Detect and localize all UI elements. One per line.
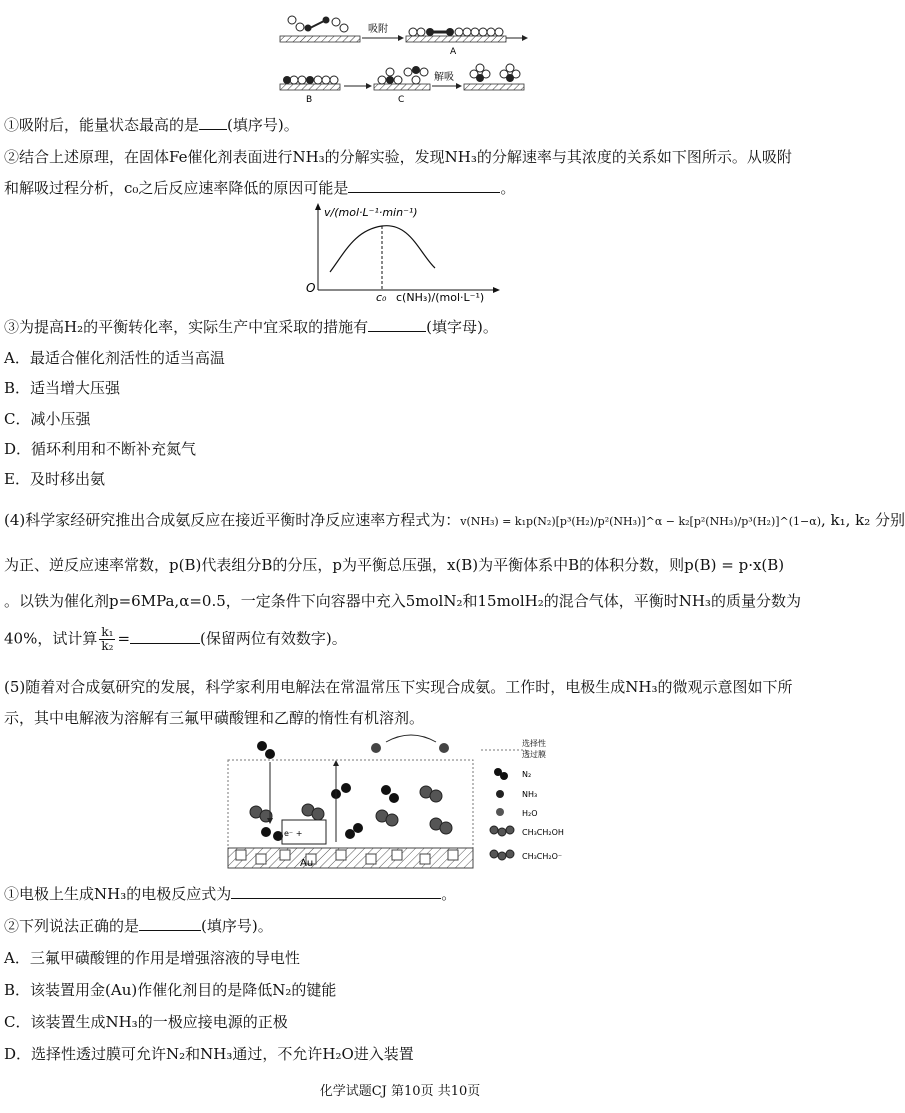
origin-label: O [306,281,316,295]
question-4-line1: (4)科学家经研究推出合成氨反应在接近平衡时净反应速率方程式为：v(NH₃) = k₁p(N₂)[p³(H₂)/p²(NH₃)]^α − k₂[p²(NH₃)/p³(H₂)]^(1−α), k₁, k₂ 分别 [4,511,905,529]
q3-option-b: B．适当增大压强 [4,379,121,397]
legend-h2o: H₂O [522,809,538,818]
answer-blank[interactable] [199,115,227,130]
adsorption-diagram [270,8,530,105]
q3-option-d: D．循环利用和不断补充氮气 [4,440,197,458]
question-5-line2: 示，其中电解液为溶解有三氟甲磺酸锂和乙醇的惰性有机溶剂。 [4,709,425,727]
legend-ethoxide: CH₃CH₂O⁻ [522,852,563,861]
question-4-line4: 40%，试计算 $\frac{\text{k₁}}{\text{k₂}}$ = (保留两位有效数字)。 [4,625,347,653]
adsorb-label: 吸附 [368,24,388,35]
question-3: ③为提高H₂的平衡转化率，实际生产中宜采取的措施有 (填字母)。 [4,318,498,336]
legend-nh3: NH₃ [522,790,538,799]
y-axis-label: v/(mol·L⁻¹·min⁻¹) [324,206,418,219]
question-5-1: ①电极上生成NH₃的电极反应式为 。 [4,885,457,903]
legend-n2: N₂ [522,770,532,779]
electrolysis-diagram [226,732,576,872]
q5-option-b: B．该装置用金(Au)作催化剂目的是降低N₂的键能 [4,981,337,999]
answer-blank[interactable] [130,629,200,644]
c0-label: c₀ [376,291,387,304]
label-A: A [450,47,457,57]
answer-blank[interactable] [231,884,441,899]
question-5-line1: (5)随着对合成氨研究的发展，科学家利用电解法在常温常压下实现合成氨。工作时，电极生成NH₃的微观示意图如下所 [4,678,793,696]
question-2-line2: 和解吸过程分析，c₀之后反应速率降低的原因可能是 。 [4,179,516,197]
electron-label: e⁻ + [284,829,303,838]
q5-option-c: C．该装置生成NH₃的一极应接电源的正极 [4,1013,288,1031]
q3-option-c: C．减小压强 [4,410,91,428]
q3-option-e: E．及时移出氨 [4,470,105,488]
answer-blank[interactable] [368,317,426,332]
question-1: ①吸附后，能量状态最高的是 (填序号)。 [4,116,299,134]
rate-equation: v(NH₃) = k₁p(N₂)[p³(H₂)/p²(NH₃)]^α − k₂[p²(NH₃)/p³(H₂)]^(1−α) [460,515,821,528]
question-5-2: ②下列说法正确的是 (填序号)。 [4,917,273,935]
q3-option-a: A．最适合催化剂活性的适当高温 [4,349,225,367]
electrode-label: Au [300,858,314,869]
rate-concentration-graph [300,202,510,304]
answer-blank[interactable] [348,178,500,193]
x-axis-label: c(NH₃)/(mol·L⁻¹) [396,291,485,304]
desorb-label: 解吸 [434,72,454,83]
q5-option-d: D．选择性透过膜可允许N₂和NH₃通过，不允许H₂O进入装置 [4,1045,414,1063]
legend-ethanol: CH₃CH₂OH [522,828,564,837]
question-4-line3: 。以铁为催化剂p=6MPa,α=0.5，一定条件下向容器中充入5molN₂和15molH₂的混合气体，平衡时NH₃的质量分数为 [4,592,801,610]
membrane-label-2: 透过膜 [522,750,546,759]
question-4-line2: 为正、逆反应速率常数，p(B)代表组分B的分压，p为平衡总压强，x(B)为平衡体系中B的体积分数，则p(B) = p·x(B) [4,556,785,574]
q5-option-a: A．三氟甲磺酸锂的作用是增强溶液的导电性 [4,949,300,967]
label-C: C [398,95,405,105]
question-2-line1: ②结合上述原理，在固体Fe催化剂表面进行NH₃的分解实验，发现NH₃的分解速率与其浓度的关系如下图所示。从吸附 [4,148,792,166]
label-B: B [306,95,313,105]
page-footer: 化学试题CJ 第10页 共10页 [319,1084,481,1099]
answer-blank[interactable] [139,916,201,931]
membrane-label-1: 选择性 [522,739,546,748]
k1-over-k2: $\frac{\text{k₁}}{\text{k₂}}$ [101,625,114,653]
